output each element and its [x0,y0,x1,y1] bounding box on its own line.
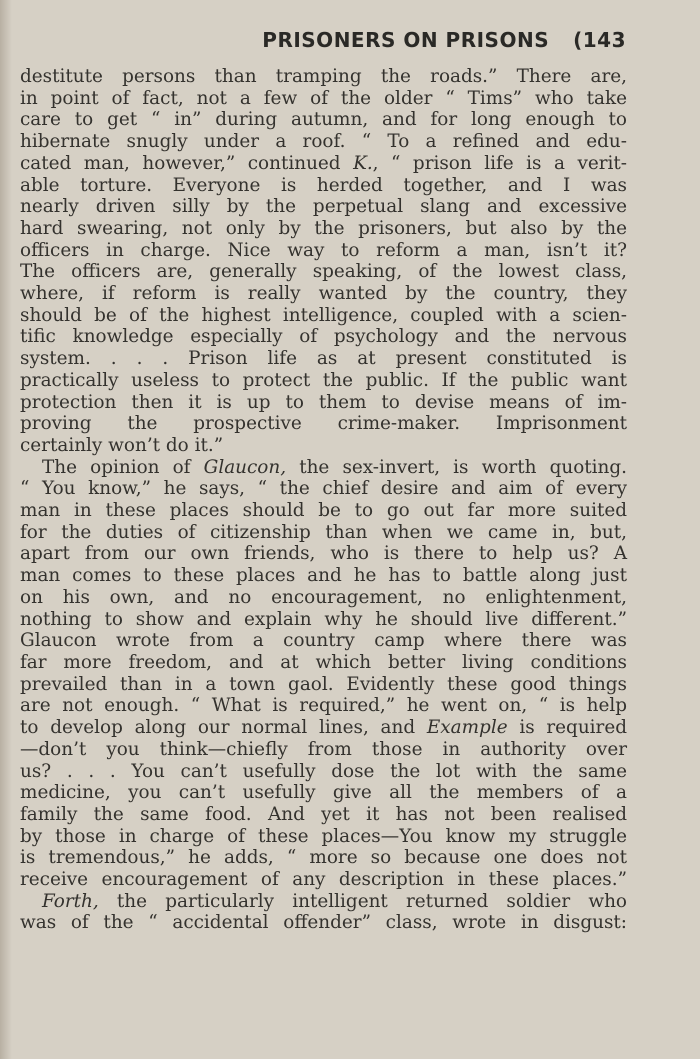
text-line: us? . . . You can’t usefully dose the lot with the same [20,760,627,782]
text-line: on his own, and no encouragement, no enlightenment, [20,586,627,608]
body-text [20,66,627,934]
text-line: certainly won’t do it.” [20,434,224,456]
text-line: care to get “ in” during autumn, and for long enough to [20,109,627,131]
text-line: by those in charge of these places—You know my struggle [20,825,627,847]
running-header [262,28,626,56]
text-line: man in these places should be to go out far more suited [20,500,627,522]
text-line: man comes to these places and he has to battle along just [20,565,627,587]
text-line: destitute persons than tramping the roads.” There are, [20,66,627,87]
text-line: tific knowledge especially of psychology and the nervous [20,326,627,348]
text-line: Forth, the particularly intelligent returned soldier who [42,890,627,912]
text-line: receive encouragement of any description in these places.” [20,869,627,891]
text-line: protection then it is up to them to devise means of im- [20,391,627,413]
text-line: Glaucon wrote from a country camp where there was [20,630,627,652]
text-line: —don’t you think—chiefly from those in authority over [20,738,627,760]
text-line: The opinion of Glaucon, the sex-invert, is worth quoting. [42,456,628,478]
text-line: hard swearing, not only by the prisoners, but also by the [20,217,627,239]
text-line: hibernate snugly under a roof. “ To a refined and edu- [20,131,627,153]
text-line: for the duties of citizenship than when we came in, but, [20,521,627,543]
text-line: prevailed than in a town gaol. Evidently these good things [20,673,627,695]
text-line: apart from our own friends, who is there to help us? A [20,543,627,565]
text-line: cated man, however,” continued K., “ prison life is a verit- [20,152,628,174]
text-line: “ You know,” he says, “ the chief desire and aim of every [20,478,627,500]
running-title: PRISONERS ON PRISONS [262,28,550,52]
text-line: officers in charge. Nice way to reform a man, isn’t it? [20,239,627,261]
text-line: should be of the highest intelligence, coupled with a scien- [20,304,627,326]
binding-gutter-shadow [0,0,12,1059]
text-line: nearly driven silly by the perpetual slang and excessive [20,196,627,218]
page-number: (143 [573,28,626,52]
text-line: able torture. Everyone is herded together, and I was [20,174,627,196]
text-line: family the same food. And yet it has not been realised [20,803,627,825]
text-line: is tremendous,” he adds, “ more so because one does not [20,847,627,869]
text-line: medicine, you can’t usefully give all the members of a [20,782,627,804]
text-line: nothing to show and explain why he should live different.” [20,608,627,630]
text-line: in point of fact, not a few of the older “ Tims” who take [20,87,627,109]
text-line: are not enough. “ What is required,” he went on, “ is help [20,695,627,717]
text-line: to develop along our normal lines, and Example is required [20,717,627,739]
text-line: where, if reform is really wanted by the country, they [20,283,627,305]
text-line: far more freedom, and at which better living conditions [20,651,627,673]
text-line: The officers are, generally speaking, of the lowest class, [20,261,627,283]
text-line: practically useless to protect the public. If the public want [20,369,627,391]
text-line: system. . . . Prison life as at present constituted is [20,348,627,370]
text-line: proving the prospective crime-maker. Imprisonment [20,413,627,435]
text-line: was of the “ accidental offender” class, wrote in disgust: [20,912,627,934]
